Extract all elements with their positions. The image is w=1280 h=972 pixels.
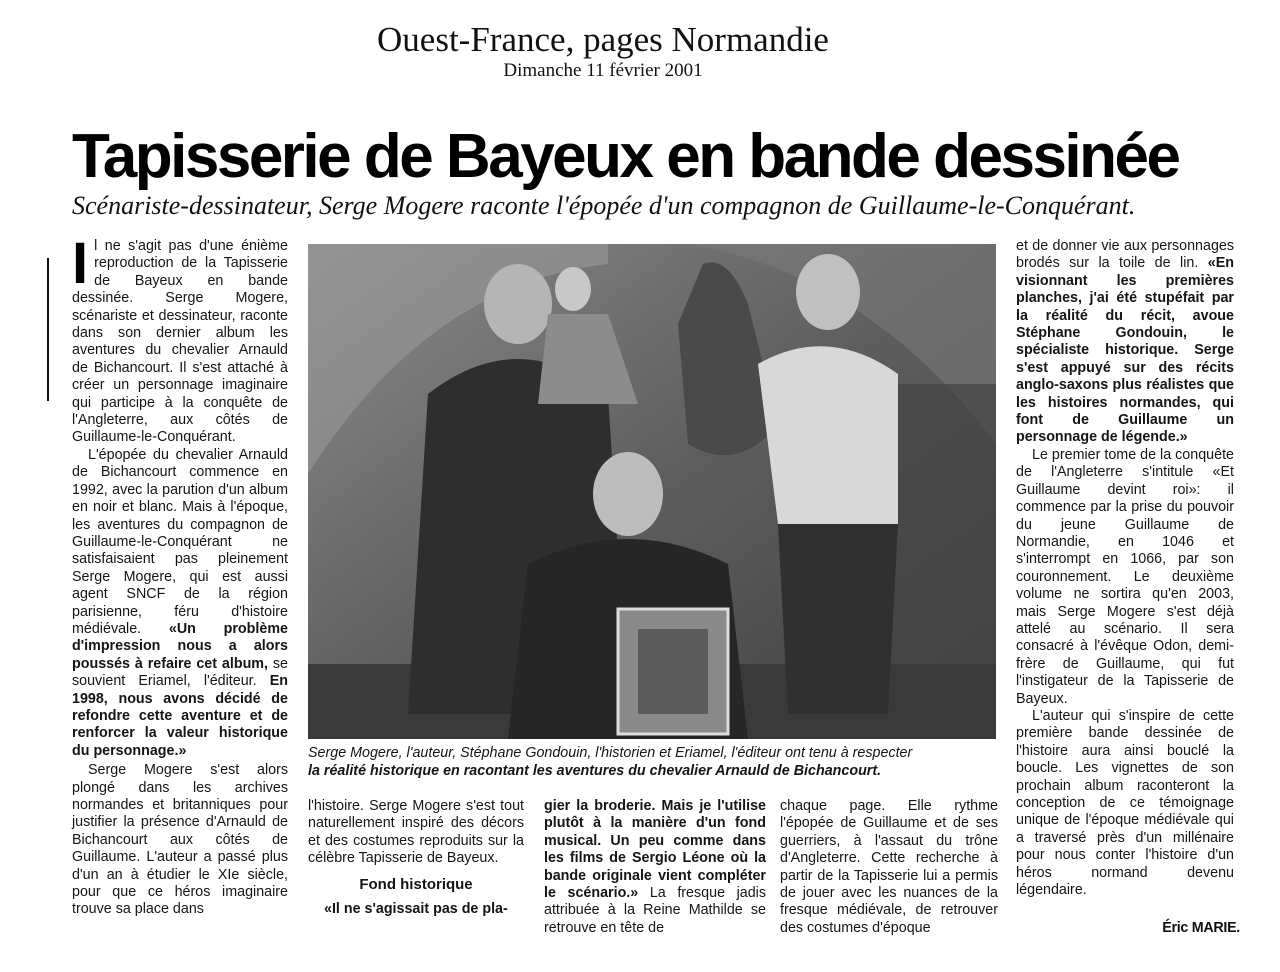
paragraph — [72, 447, 288, 760]
paragraph-text: se souvient Eriamel, l'éditeur. — [72, 655, 288, 690]
paragraph: l'histoire. Serge Mogere s'est tout naturellement inspiré des décors et des costumes reproduits sur la célèbre Tapisserie de Bayeux. — [308, 798, 524, 867]
quote-text: gier la broderie. Mais je l'utilise plutôt à la manière d'un fond musical. Un peu comme dans les films de Sergio Léone où la bande originale vient compléter le scénario.» — [544, 798, 766, 902]
paragraph-text: La fresque jadis attribuée à la Reine Mathilde se retrouve en tête de — [544, 885, 766, 936]
paragraph — [544, 798, 766, 937]
paragraph: Le premier tome de la conquête de l'Angleterre s'intitule «Et Guillaume devint roi»: il commence par la prise du pouvoir du jeune Guillaume de Normandie, en 1046 et s'interrompt en 1066, par son couronnement. Le deuxième volume ne sortira qu'en 2003, mais Serge Mogere s'est déjà attelé au scénario. Il sera consacré à l'évêque Odon, demi-frère de Guillaume, qui fut l'instigateur de la Tapisserie de Bayeux. — [1016, 446, 1234, 707]
photo-illustration — [308, 244, 996, 739]
quote-text: «Un problème d'impression nous a alors poussés à refaire cet album, — [72, 620, 288, 672]
subheadline: Scénariste-dessinateur, Serge Mogere raconte l'épopée d'un compagnon de Guillaume-le-Conquérant. — [72, 191, 1136, 220]
caption-line-1: Serge Mogere, l'auteur, Stéphane Gondouin, l'historien et Eriamel, l'éditeur ont tenu à respecter — [308, 745, 913, 761]
photo-caption — [308, 744, 998, 780]
quote-text: «Il ne s'agissait pas de pla- — [324, 901, 508, 918]
author-signature: Éric MARIE. — [1162, 920, 1240, 936]
margin-rule — [47, 258, 49, 401]
article-column-1 — [72, 231, 288, 948]
paragraph: L'auteur qui s'inspire de cette première bande dessinée de l'histoire aura ainsi bouclé la boucle. Les vignettes de son prochain album raconteront la conception de ce témoignage unique de l'époque médiévale qui a traversé près d'un millénaire pour nous conter l'histoire d'un héros normand devenu légendaire. — [1016, 707, 1234, 899]
publication-date: Dimanche 11 février 2001 — [503, 60, 703, 81]
paragraph — [1016, 238, 1234, 447]
paragraph-text: L'épopée du chevalier Arnauld de Bichancourt commence en 1992, avec la parution d'un album en noir et blanc. Mais à l'époque, les aventures du compagnon de Guillaume-le-Conquérant ne satisfaisaient pas pleinement Serge Mogere, qui est aussi agent SNCF de la région parisienne, féru d'histoire médiévale. — [72, 446, 288, 637]
article-column-3 — [544, 798, 766, 958]
article-column-4 — [780, 798, 998, 958]
quote-text — [308, 901, 524, 918]
caption-line-2: la réalité historique en racontant les aventures du chevalier Arnauld de Bichancourt. — [308, 763, 882, 779]
headline: Tapisserie de Bayeux en bande dessinée — [72, 122, 1179, 191]
dropcap-letter: I — [72, 231, 89, 296]
article-column-2 — [308, 798, 524, 958]
paragraph: Serge Mogere s'est alors plongé dans les archives normandes et britanniques pour justifier la présence d'Arnauld de Bichancourt aux côtés de Guillaume. L'auteur a passé plus d'un an à étudier le XIe siècle, pour que ce héros imaginaire trouve sa place dans — [72, 762, 288, 918]
paragraph — [72, 231, 288, 447]
paragraph-text: l ne s'agit pas d'une énième reproduction de la Tapisserie de Bayeux en bande dessinée. Serge Mogere, scénariste et dessinateur, raconte dans son dernier album les aventures du chevalier Arnauld de Bichancourt. Il s'est attaché à créer un personnage imaginaire qui participe à la conquête de l'Angleterre, aux côtés de Guillaume-le-Conquérant. — [72, 238, 288, 446]
source-title: Ouest-France, pages Normandie — [377, 20, 829, 59]
article-column-5 — [1016, 238, 1234, 918]
article-photo — [308, 244, 996, 739]
quote-text: En 1998, nous avons décidé de refondre cette aventure et de renforcer la valeur historique du personnage.» — [72, 673, 288, 759]
section-subtitle: Fond historique — [359, 875, 473, 893]
paragraph: chaque page. Elle rythme l'épopée de Guillaume et de ses guerriers, à l'assaut du trône d'Angleterre. Cette recherche à partir de la Tapisserie lui a permis de jouer avec les nuances de la fresque médiévale, de retrouver des costumes d'époque — [780, 798, 998, 936]
paragraph-text: et de donner vie aux personnages brodés sur la toile de lin. — [1016, 238, 1234, 272]
quote-text: «En visionnant les premières planches, j'ai été stupéfait par la réalité du récit, avoue Stéphane Gondouin, le spécialiste historique. Serge s'est appuyé sur des récits anglo-saxons plus réalistes que les histoires normandes, qui font de Guillaume un personnage de légende.» — [1016, 255, 1234, 446]
